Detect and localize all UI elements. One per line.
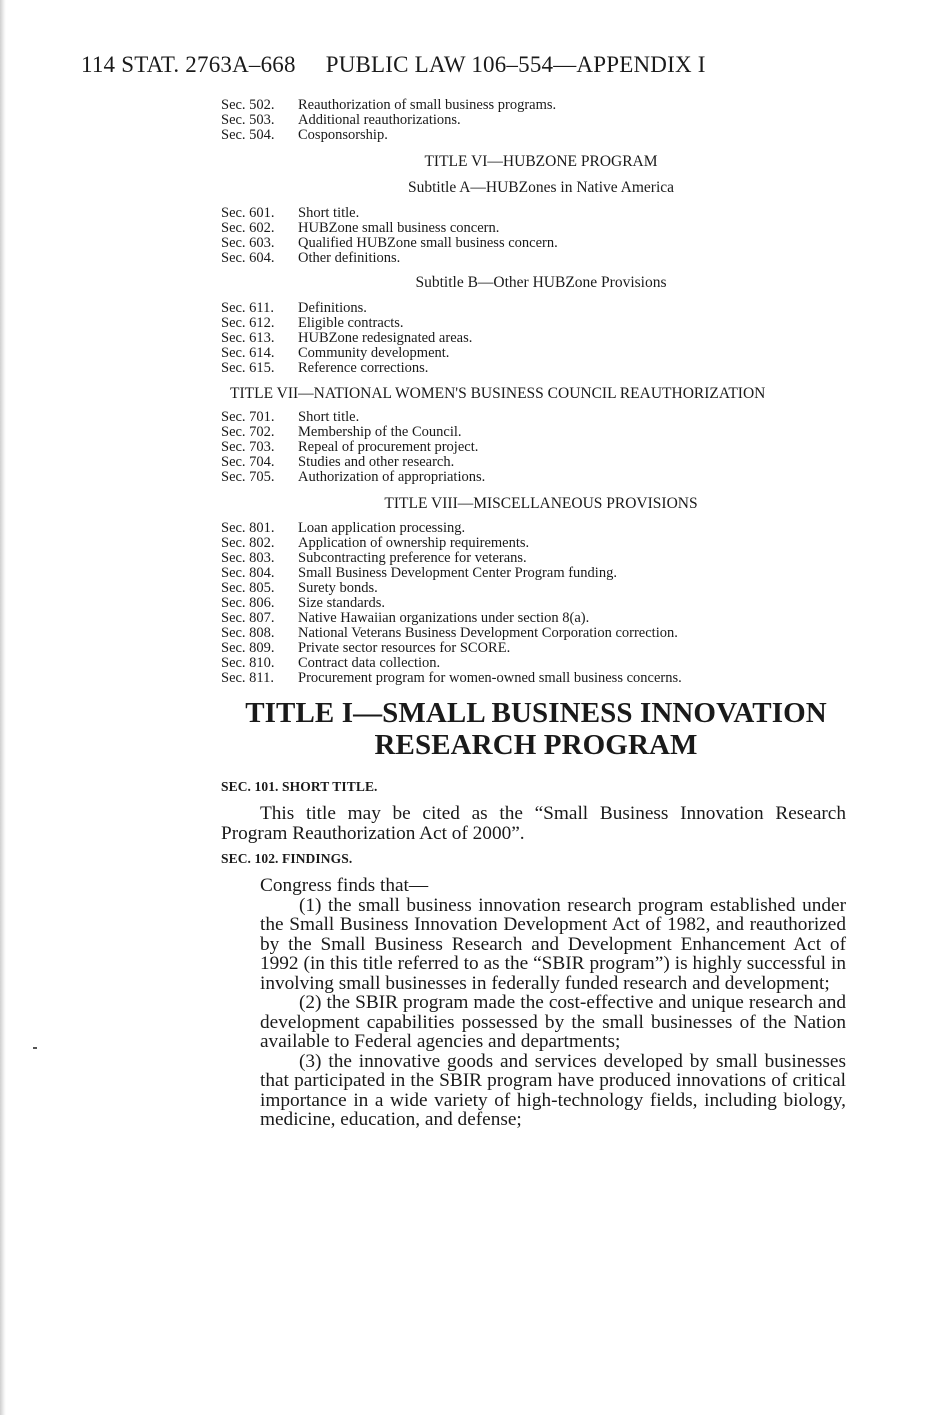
stat-citation: 114 STAT. 2763A–668 xyxy=(81,52,296,77)
toc-line xyxy=(221,551,861,566)
toc-sec-title: Reference corrections. xyxy=(298,360,429,376)
sec-102-intro: Congress finds that— xyxy=(260,875,429,896)
toc-sec-num: Sec. 604. xyxy=(221,250,275,266)
toc-sec-title: Definitions. xyxy=(298,300,367,316)
toc-line xyxy=(221,455,861,470)
toc-sec-title: Studies and other research. xyxy=(298,454,455,470)
toc-line xyxy=(221,521,861,536)
toc-sec-title: Membership of the Council. xyxy=(298,424,462,440)
toc-sec-num: Sec. 504. xyxy=(221,127,275,143)
toc-line xyxy=(221,566,861,581)
toc-title-8: TITLE VIII—MISCELLANEOUS PROVISIONS xyxy=(384,495,698,512)
toc-sec-num: Sec. 801. xyxy=(221,520,275,536)
toc-sec-num: Sec. 614. xyxy=(221,345,275,361)
toc-sec-title: Eligible contracts. xyxy=(298,315,404,331)
toc-group-title7 xyxy=(221,410,861,485)
toc-line xyxy=(221,301,861,316)
toc-line xyxy=(221,331,861,346)
toc-line xyxy=(221,206,861,221)
toc-line xyxy=(221,221,861,236)
title-1-line1: TITLE I—SMALL BUSINESS INNOVATION xyxy=(245,697,827,729)
toc-sec-title: Authorization of appropriations. xyxy=(298,469,486,485)
toc-sec-num: Sec. 806. xyxy=(221,595,275,611)
toc-sec-title: Small Business Development Center Program funding. xyxy=(298,565,617,581)
toc-sec-title: Qualified HUBZone small business concern. xyxy=(298,235,558,251)
toc-sec-title: Reauthorization of small business programs. xyxy=(298,97,557,113)
toc-sec-title: Contract data collection. xyxy=(298,655,441,671)
scan-edge xyxy=(0,0,6,1415)
toc-sec-num: Sec. 503. xyxy=(221,112,275,128)
finding-1: (1) the small business innovation research program established under the Small Business Innovation Development Act of 1982, and reauthorized by the Small Business Research and Development Enhancement Act of 1992 (in this title referred to as the “SBIR program”) is highly successful in involving small businesses in federally funded research and development; xyxy=(260,894,846,994)
finding-2: (2) the SBIR program made the cost-effective and unique research and development capabilities possessed by the small businesses of the Nation available to Federal agencies and departments; xyxy=(260,992,846,1052)
toc-line xyxy=(221,611,861,626)
toc-line xyxy=(221,596,861,611)
toc-sec-num: Sec. 603. xyxy=(221,235,275,251)
finding-3: (3) the innovative goods and services developed by small businesses that participated in the SBIR program have produced innovations of critical importance in a wide variety of high-technology fields, including biology, medicine, education, and defense; xyxy=(260,1050,846,1130)
toc-sec-num: Sec. 703. xyxy=(221,439,275,455)
toc-sec-title: Procurement program for women-owned small business concerns. xyxy=(298,670,682,686)
toc-sec-num: Sec. 804. xyxy=(221,565,275,581)
toc-sec-title: Repeal of procurement project. xyxy=(298,439,479,455)
toc-sec-num: Sec. 602. xyxy=(221,220,275,236)
toc-sec-num: Sec. 807. xyxy=(221,610,275,626)
toc-sec-title: Native Hawaiian organizations under section 8(a). xyxy=(298,610,590,626)
toc-group-title5 xyxy=(221,98,861,143)
toc-sec-num: Sec. 702. xyxy=(221,424,275,440)
toc-sec-num: Sec. 613. xyxy=(221,330,275,346)
toc-sec-title: Size standards. xyxy=(298,595,385,611)
toc-sec-title: National Veterans Business Development Corporation correction. xyxy=(298,625,678,641)
toc-line xyxy=(221,128,861,143)
toc-line xyxy=(221,656,861,671)
title-1-line2: RESEARCH PROGRAM xyxy=(374,729,698,761)
toc-title-7: TITLE VII—NATIONAL WOMEN'S BUSINESS COUNCIL REAUTHORIZATION xyxy=(230,385,766,402)
law-title: PUBLIC LAW 106–554—APPENDIX I xyxy=(325,52,706,77)
toc-line xyxy=(221,470,861,485)
toc-sec-num: Sec. 810. xyxy=(221,655,275,671)
toc-sec-num: Sec. 615. xyxy=(221,360,275,376)
toc-sec-title: HUBZone small business concern. xyxy=(298,220,500,236)
toc-sec-num: Sec. 612. xyxy=(221,315,275,331)
toc-group-subtitle-a xyxy=(221,206,861,266)
margin-mark xyxy=(33,1047,37,1049)
toc-sec-num: Sec. 701. xyxy=(221,409,275,425)
toc-line xyxy=(221,361,861,376)
toc-sec-num: Sec. 502. xyxy=(221,97,275,113)
toc-sec-title: Private sector resources for SCORE. xyxy=(298,640,511,656)
toc-sec-title: Cosponsorship. xyxy=(298,127,388,143)
toc-sec-num: Sec. 803. xyxy=(221,550,275,566)
toc-line xyxy=(221,346,861,361)
toc-group-title8 xyxy=(221,521,861,686)
toc-line xyxy=(221,440,861,455)
toc-sec-title: Short title. xyxy=(298,205,360,221)
toc-sec-title: Other definitions. xyxy=(298,250,401,266)
toc-line xyxy=(221,626,861,641)
toc-sec-num: Sec. 705. xyxy=(221,469,275,485)
toc-sec-title: HUBZone redesignated areas. xyxy=(298,330,473,346)
toc-sec-title: Application of ownership requirements. xyxy=(298,535,530,551)
toc-line xyxy=(221,251,861,266)
toc-line xyxy=(221,536,861,551)
toc-line xyxy=(221,410,861,425)
toc-sec-num: Sec. 704. xyxy=(221,454,275,470)
sec-102-heading: SEC. 102. FINDINGS. xyxy=(221,851,353,866)
toc-sec-num: Sec. 601. xyxy=(221,205,275,221)
toc-sec-num: Sec. 809. xyxy=(221,640,275,656)
toc-sec-title: Loan application processing. xyxy=(298,520,466,536)
title-1-heading xyxy=(221,697,851,761)
toc-sec-num: Sec. 811. xyxy=(221,670,275,686)
sec-101-text: This title may be cited as the “Small Business Innovation Research Program Reauthorization Act of 2000”. xyxy=(221,803,846,844)
toc-sec-title: Additional reauthorizations. xyxy=(298,112,461,128)
toc-line xyxy=(221,98,861,113)
toc-subtitle-b: Subtitle B—Other HUBZone Provisions xyxy=(415,274,667,291)
toc-line xyxy=(221,581,861,596)
page-header xyxy=(81,52,706,78)
toc-line xyxy=(221,641,861,656)
toc-sec-title: Subcontracting preference for veterans. xyxy=(298,550,527,566)
toc-sec-num: Sec. 805. xyxy=(221,580,275,596)
body-text xyxy=(221,779,846,1130)
toc-sec-num: Sec. 611. xyxy=(221,300,275,316)
toc-sec-title: Short title. xyxy=(298,409,360,425)
toc-sec-title: Surety bonds. xyxy=(298,580,378,596)
toc-title-6: TITLE VI—HUBZONE PROGRAM xyxy=(424,153,658,170)
toc-sec-num: Sec. 808. xyxy=(221,625,275,641)
table-of-contents xyxy=(221,98,861,686)
toc-line xyxy=(221,316,861,331)
toc-line xyxy=(221,113,861,128)
toc-line xyxy=(221,671,861,686)
sec-101-heading: SEC. 101. SHORT TITLE. xyxy=(221,779,378,794)
toc-sec-title: Community development. xyxy=(298,345,450,361)
toc-subtitle-a: Subtitle A—HUBZones in Native America xyxy=(407,179,675,196)
toc-sec-num: Sec. 802. xyxy=(221,535,275,551)
toc-line xyxy=(221,236,861,251)
toc-group-subtitle-b xyxy=(221,301,861,376)
toc-line xyxy=(221,425,861,440)
